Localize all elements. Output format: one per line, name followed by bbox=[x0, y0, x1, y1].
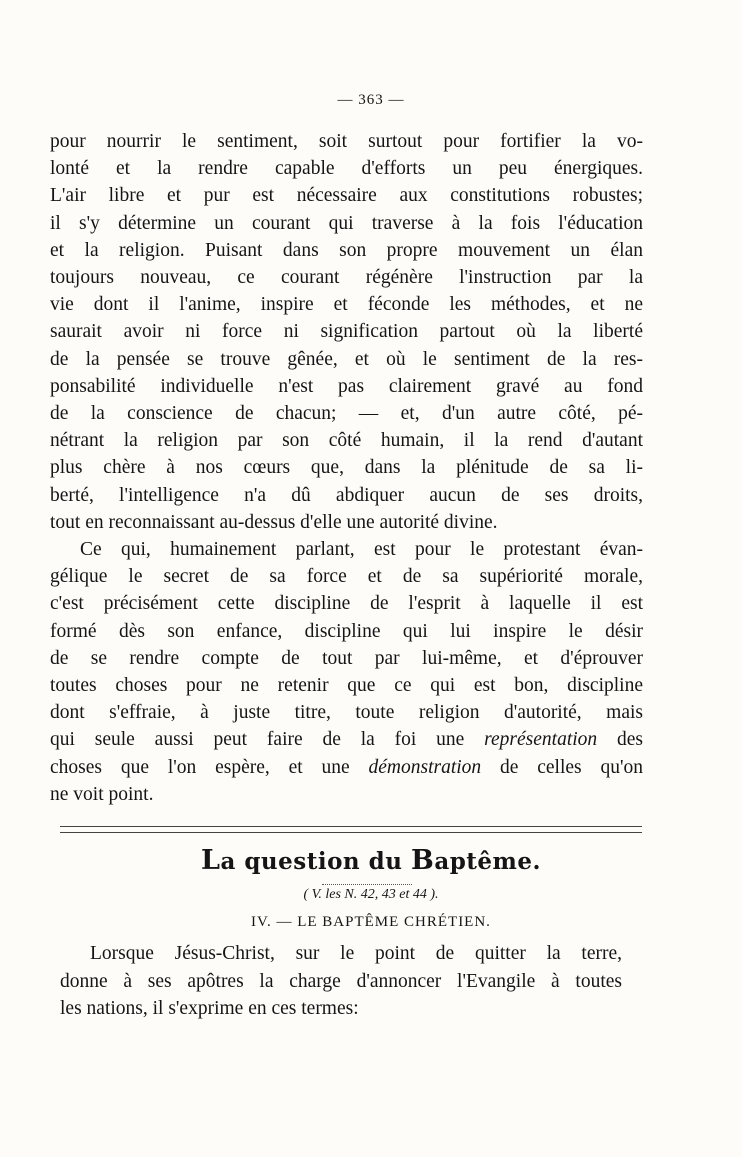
text-line: Ce qui, humainement parlant, est pour le protestant évan- bbox=[80, 539, 643, 561]
text-line: ne voit point. bbox=[50, 783, 154, 805]
text-line: vie dont il l'anime, inspire et féconde les méthodes, et ne bbox=[50, 294, 643, 316]
section-divider bbox=[60, 826, 642, 833]
section-title bbox=[0, 845, 742, 876]
text-line: gélique le secret de sa force et de sa supériorité morale, bbox=[50, 566, 643, 588]
title-text: a question du bbox=[220, 848, 411, 875]
reference-note: ( V. les N. 42, 43 et 44 ). bbox=[303, 887, 439, 902]
text-line: et la religion. Puisant dans son propre mouvement un élan bbox=[50, 239, 643, 261]
text-run: choses que l'on espère, et une bbox=[50, 756, 369, 778]
text-run: qui seule aussi peut faire de la foi une bbox=[50, 729, 485, 751]
subheading: IV. — LE BAPTÊME CHRÉTIEN. bbox=[251, 914, 491, 930]
text-line: lonté et la rendre capable d'efforts un peu énergiques. bbox=[50, 158, 643, 180]
text-line: de la pensée se trouve gênée, et où le sentiment de la res- bbox=[50, 348, 643, 370]
paragraph-2 bbox=[50, 536, 643, 808]
text-run: de celles qu'on bbox=[481, 756, 643, 778]
emphasis: démonstration bbox=[368, 756, 482, 778]
text-line: ponsabilité individuelle n'est pas clairement gravé au fond bbox=[50, 375, 643, 397]
text-line: dont s'effraie, à juste titre, toute religion d'autorité, mais bbox=[50, 702, 643, 724]
text-line bbox=[50, 726, 643, 753]
title-text: aptême. bbox=[434, 848, 542, 875]
text-line: nétrant la religion par son côté humain, il la rend d'autant bbox=[50, 430, 643, 452]
paragraph-3 bbox=[60, 940, 622, 1023]
text-line: toujours nouveau, ce courant régénère l'instruction par la bbox=[50, 267, 643, 289]
text-line: donne à ses apôtres la charge d'annoncer l'Evangile à toutes bbox=[60, 970, 622, 992]
text-line: les nations, il s'exprime en ces termes: bbox=[60, 998, 359, 1019]
text-line: plus chère à nos cœurs que, dans la plénitude de sa li- bbox=[50, 457, 643, 479]
main-text bbox=[50, 128, 643, 808]
text-run: des bbox=[597, 729, 643, 751]
text-line: saurait avoir ni force ni signification partout où la liberté bbox=[50, 321, 643, 343]
title-initial: L bbox=[200, 845, 221, 876]
emphasis: représentation bbox=[484, 729, 598, 751]
text-line: de se rendre compte de tout par lui-même, et d'éprouver bbox=[50, 647, 643, 669]
text-line: formé dès son enfance, discipline qui lui inspire le désir bbox=[50, 620, 643, 642]
page-number: — 363 — bbox=[337, 92, 405, 108]
text-line bbox=[50, 754, 643, 781]
text-line: de la conscience de chacun; — et, d'un autre côté, pé- bbox=[50, 403, 643, 425]
text-line: c'est précisément cette discipline de l'esprit à laquelle il est bbox=[50, 593, 643, 615]
text-line: L'air libre et pur est nécessaire aux constitutions robustes; bbox=[50, 185, 643, 207]
title-initial: B bbox=[410, 845, 435, 876]
title-ornament bbox=[322, 880, 412, 885]
paragraph-1 bbox=[50, 128, 643, 536]
text-line: toutes choses pour ne retenir que ce qui est bon, discipline bbox=[50, 675, 643, 697]
text-line: tout en reconnaissant au-dessus d'elle une autorité divine. bbox=[50, 511, 498, 533]
text-line: pour nourrir le sentiment, soit surtout pour fortifier la vo- bbox=[50, 131, 643, 152]
text-line: berté, l'intelligence n'a dû abdiquer aucun de ses droits, bbox=[50, 484, 643, 506]
text-line: il s'y détermine un courant qui traverse à la fois l'éducation bbox=[50, 212, 643, 234]
text-line: Lorsque Jésus-Christ, sur le point de quitter la terre, bbox=[90, 943, 622, 964]
